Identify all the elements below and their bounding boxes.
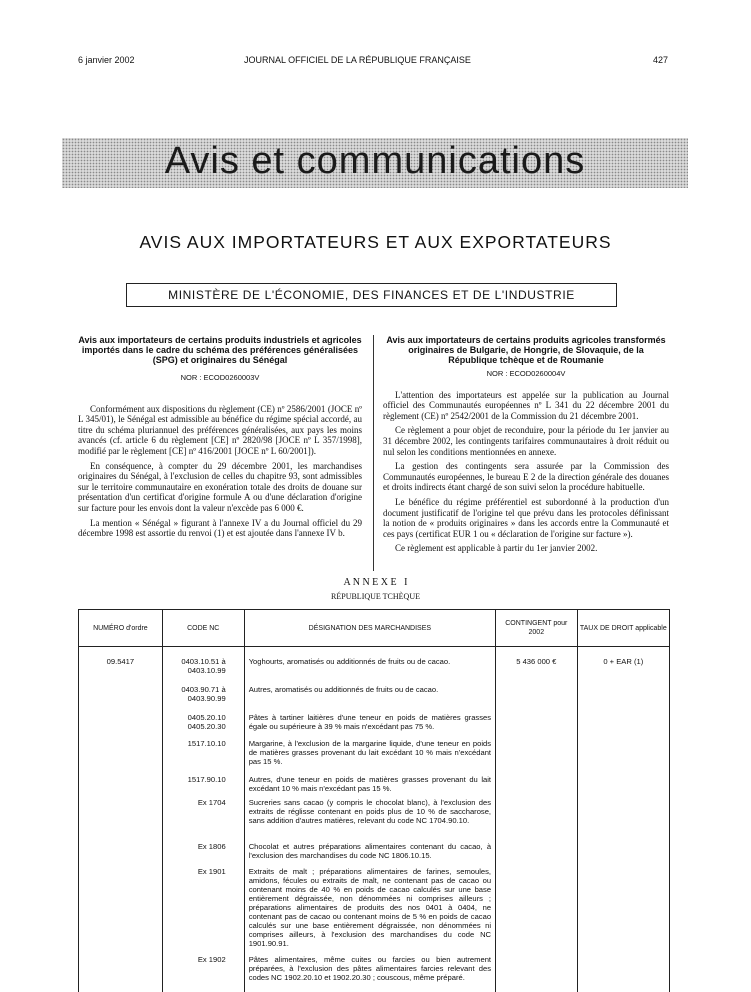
right-notice-paragraph: L'attention des importateurs est appelée sur la publication au Journal officiel des Communautés européennes nº L 341 du 22 décembre 2001 du règlement (CE) nº 2542/2001 de la Commission du 21 décembre 2001. — [383, 390, 669, 422]
designation-cell: Sucreries sans cacao (y compris le chocolat blanc), à l'exclusion des extraits de réglisse contenant en poids plus de 10 % de saccharose, sans addition d'autres matières, relevant du code NC 1704.90.10. — [249, 798, 491, 842]
left-notice — [78, 335, 362, 543]
designation-cell: Pâtes à tartiner laitières d'une teneur en poids de matières grasses égale ou supérieure à 39 % mais n'excédant pas 75 %. — [249, 713, 491, 739]
col-header-contingent: CONTINGENT pour 2002 — [496, 610, 578, 647]
column-divider — [373, 335, 374, 571]
taux-value: 0 + EAR (1) — [603, 657, 643, 666]
right-notice-paragraph: La gestion des contingents sera assurée par la Commission des Communautés européennes, le bureau E 2 de la direction générale des douanes et droits indirects étant chargé de son suivi selon la procédure habituelle. — [383, 461, 669, 493]
designation-cell: Autres, d'une teneur en poids de matières grasses provenant du lait excédant 10 % mais n'excédant pas 15 %. — [249, 775, 491, 798]
quota-table — [78, 609, 670, 992]
code-cell: 0403.10.51 à 0403.10.99 — [164, 657, 226, 685]
right-notice-paragraph: Ce règlement est applicable à partir du 1er janvier 2002. — [383, 543, 669, 554]
code-cell: Ex 1806 — [164, 842, 226, 867]
code-column — [162, 647, 244, 992]
right-notice-nor: NOR : ECOD0260004V — [383, 369, 669, 380]
code-cell: 0405.20.10 0405.20.30 — [164, 713, 226, 739]
code-cell: 0403.90.71 à 0403.90.99 — [164, 685, 226, 713]
code-cell: Ex 1902 — [164, 955, 226, 991]
right-notice-paragraph: Le bénéfice du régime préférentiel est subordonné à la production d'un document justificatif de l'origine tel que prévu dans les protocoles définissant la notion de « produits originaires » dans les accords entre la Communauté et ces pays (certificat EUR 1 ou « déclaration de l'origine sur facture »). — [383, 497, 669, 539]
designation-cell: Chocolat et autres préparations alimentaires contenant du cacao, à l'exclusion des marchandises du code NC 1806.10.15. — [249, 842, 491, 867]
ministry-box: MINISTÈRE DE L'ÉCONOMIE, DES FINANCES ET DE L'INDUSTRIE — [126, 283, 617, 307]
left-notice-paragraph: En conséquence, à compter du 29 décembre 2001, les marchandises originaires du Sénégal, à l'exclusion de celles du chapitre 93, sont admissibles sur le territoire communautaire en exonération totale des droits de douane sur présentation d'un certificat d'origine formule A ou d'une déclaration d'origine sur facture pour les envois dont la valeur n'excède pas 6 000 €. — [78, 461, 362, 514]
header-date: 6 janvier 2002 — [78, 55, 135, 65]
right-notice-paragraph: Ce règlement a pour objet de reconduire, pour la période du 1er janvier au 31 décembre 2002, les contingents tarifaires communautaires à droit réduit ou nul selon les conditions mentionnées en annexe. — [383, 425, 669, 457]
col-header-code: CODE NC — [162, 610, 244, 647]
annex-title: A N N E X E I — [0, 577, 751, 588]
left-notice-title: Avis aux importateurs de certains produits industriels et agricoles importés dans le cadre du schéma des préférences généralisées (SPG) et originaires du Sénégal — [78, 335, 362, 365]
section-title: AVIS AUX IMPORTATEURS ET AUX EXPORTATEURS — [0, 232, 751, 253]
designation-cell: Yoghourts, aromatisés ou additionnés de fruits ou de cacao. — [249, 657, 491, 685]
contingent-cell — [496, 647, 578, 992]
right-notice — [383, 335, 669, 558]
col-header-designation: DÉSIGNATION DES MARCHANDISES — [244, 610, 495, 647]
table-row — [79, 647, 670, 992]
code-cell: Ex 1901 — [164, 867, 226, 955]
header-page-number: 427 — [653, 55, 668, 65]
designation-cell: Autres, aromatisés ou additionnés de fruits ou de cacao. — [249, 685, 491, 713]
left-notice-paragraph: Conformément aux dispositions du règlement (CE) nº 2586/2001 (JOCE nº L 345/01), le Sénégal est admissible au bénéfice du régime spécial accordé, au titre du schéma pluriannuel des préférences généralisées, aux pays les moins avancés (cf. article 6 du règlement [CE] nº 2820/98 [JOCE nº L 357/1998], modifié par le règlement [CE] nº 416/2001 [JOCE nº L 60/2001]). — [78, 404, 362, 457]
banner-title: Avis et communications — [62, 140, 688, 183]
order-number: 09.5417 — [107, 657, 134, 666]
code-cell: 1517.90.10 — [164, 775, 226, 798]
contingent-value: 5 436 000 € — [516, 657, 556, 666]
right-notice-title: Avis aux importateurs de certains produits agricoles transformés originaires de Bulgarie, de Hongrie, de Slovaquie, de la République tchèque et de Roumanie — [383, 335, 669, 365]
code-cell: 1517.10.10 — [164, 739, 226, 775]
designation-column — [244, 647, 495, 992]
designation-cell: Margarine, à l'exclusion de la margarine liquide, d'une teneur en poids de matières grasses provenant du lait excédant 10 % mais n'excédant pas 15 %. — [249, 739, 491, 775]
left-notice-paragraph: La mention « Sénégal » figurant à l'annexe IV a du Journal officiel du 29 décembre 1998 est assortie du renvoi (1) et est ajoutée dans l'annexe IV b. — [78, 518, 362, 539]
taux-cell — [577, 647, 669, 992]
designation-cell: Extraits de malt ; préparations alimentaires de farines, semoules, amidons, fécules ou extraits de malt, ne contenant pas de cacao ou contenant moins de 40 % en poids de cacao calculés sur une base entièrement dégraissée, non dénommées ni comprises ailleurs ; préparations alimentaires de produits des nos 0401 à 0404, ne contenant pas de cacao ou contenant moins de 5 % en poids de cacao calculés sur une base entièrement dégraissée, non dénommées ni comprises ailleurs, à l'exclusion des marchandises du code NC 1901.90.91. — [249, 867, 491, 955]
annex-subtitle: RÉPUBLIQUE TCHÈQUE — [0, 592, 751, 601]
code-cell: Ex 1704 — [164, 798, 226, 842]
section-banner — [62, 138, 688, 188]
left-notice-nor: NOR : ECOD0260003V — [78, 373, 362, 384]
header-journal-title: JOURNAL OFFICIEL DE LA RÉPUBLIQUE FRANÇAISE — [244, 55, 471, 65]
order-number-cell — [79, 647, 163, 992]
col-header-taux: TAUX DE DROIT applicable — [577, 610, 669, 647]
col-header-numero: NUMÉRO d'ordre — [79, 610, 163, 647]
designation-cell: Pâtes alimentaires, même cuites ou farcies ou bien autrement préparées, à l'exclusion des pâtes alimentaires farcies relevant des codes NC 1902.20.10 et 1902.20.30 ; couscous, même préparé. — [249, 955, 491, 991]
